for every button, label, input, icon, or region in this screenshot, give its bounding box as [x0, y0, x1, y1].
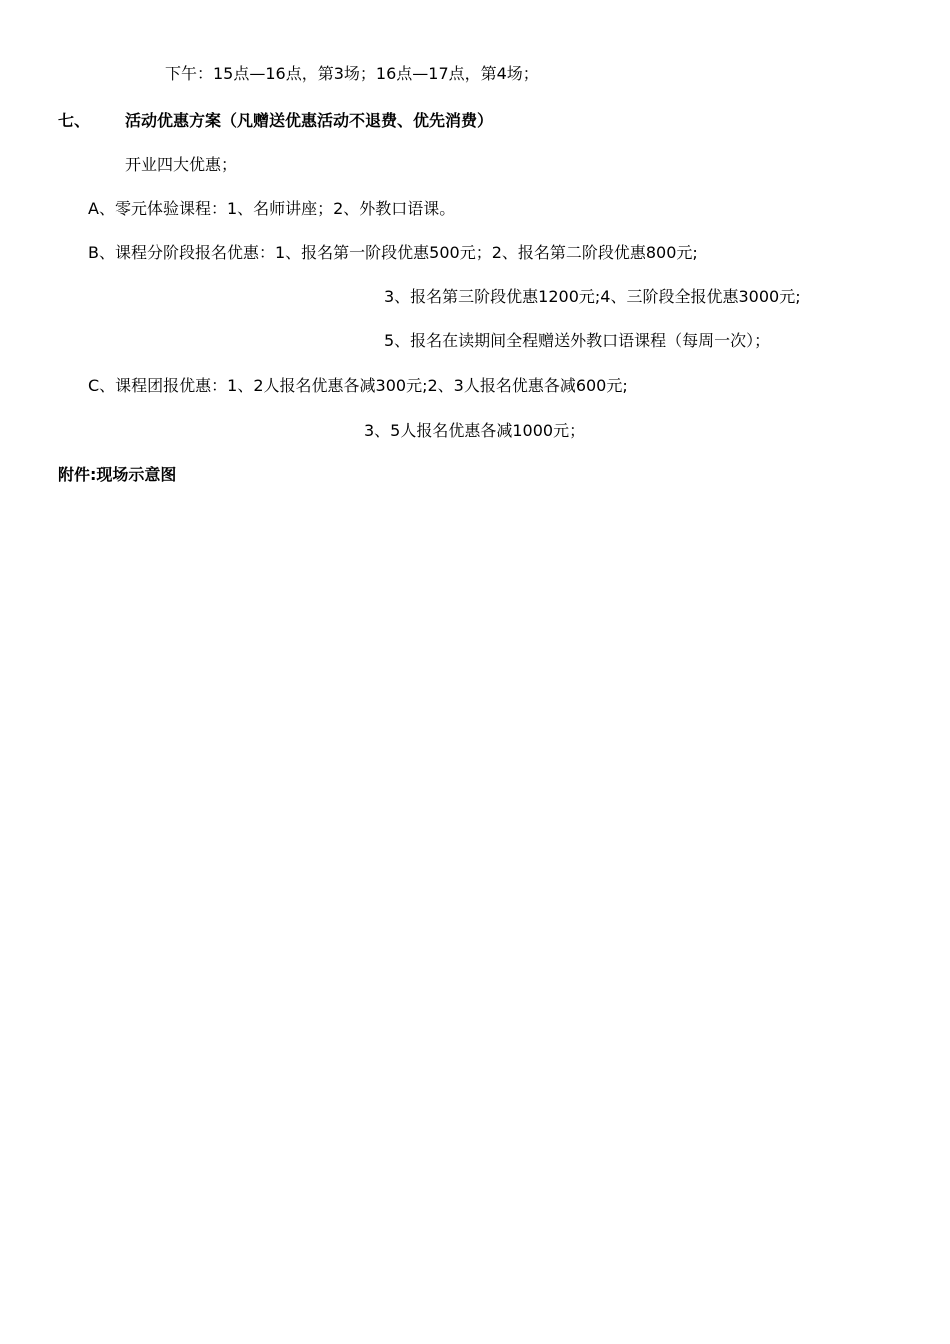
offer-c-line-2: 3、5人报名优惠各减1000元； — [364, 421, 586, 440]
offer-c-line-1: C、课程团报优惠：1、2人报名优惠各减300元;2、3人报名优惠各减600元; — [88, 376, 628, 395]
offer-b-line-2: 3、报名第三阶段优惠1200元;4、三阶段全报优惠3000元; — [384, 287, 801, 306]
offer-b-line-3: 5、报名在读期间全程赠送外教口语课程（每周一次）； — [384, 331, 771, 350]
section-7-title: 活动优惠方案（凡赠送优惠活动不退费、优先消费） — [125, 111, 494, 130]
afternoon-schedule-line: 下午：15点—16点，第3场；16点—17点，第4场； — [165, 64, 539, 83]
opening-offers-intro: 开业四大优惠； — [125, 155, 238, 174]
section-7-number: 七、 — [58, 111, 91, 130]
attachment-label: 附件:现场示意图 — [58, 465, 177, 484]
offer-a-line: A、零元体验课程：1、名师讲座；2、外教口语课。 — [88, 199, 456, 218]
offer-b-line-1: B、课程分阶段报名优惠：1、报名第一阶段优惠500元；2、报名第二阶段优惠800元; — [88, 243, 698, 262]
